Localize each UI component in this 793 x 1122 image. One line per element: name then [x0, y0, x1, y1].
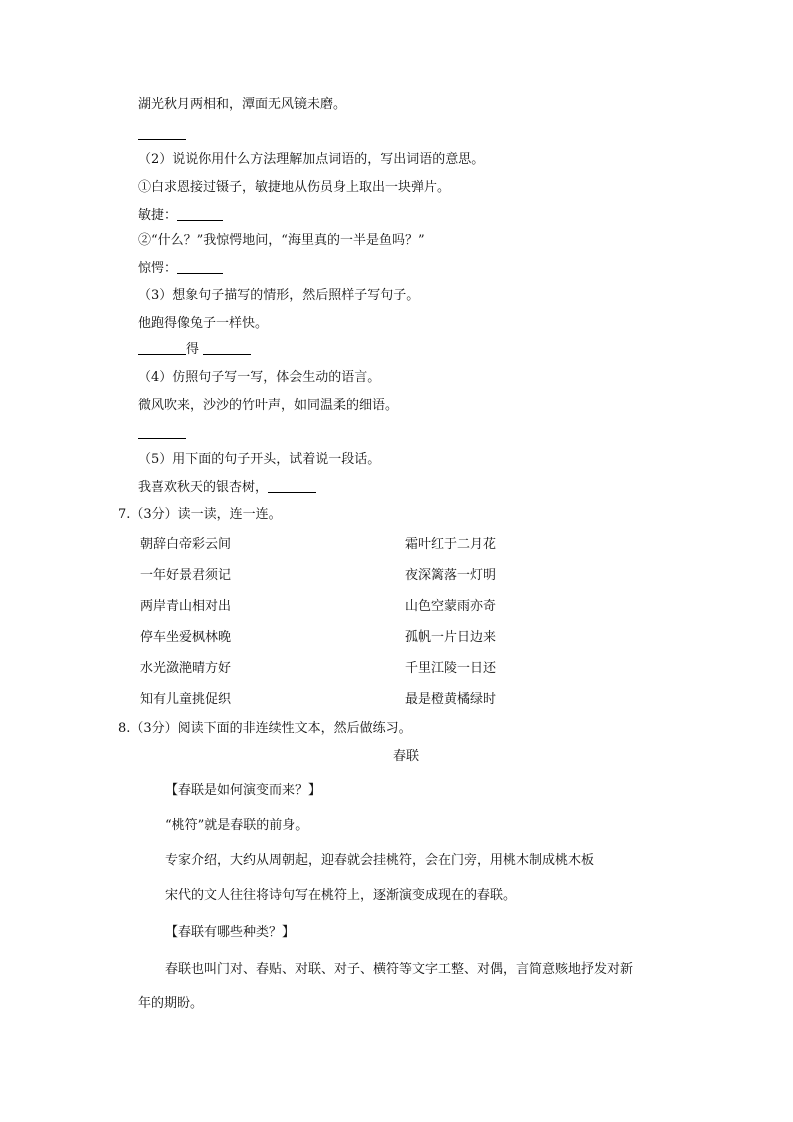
q8-heading-2: 【春联有哪些种类？】: [165, 925, 296, 940]
q7-left-4[interactable]: 停车坐爱枫林晚: [140, 630, 232, 645]
part3-answer-row: [138, 342, 251, 358]
part5-prompt: （5）用下面的句子开头，试着说一段话。: [138, 452, 381, 467]
q7-right-6[interactable]: 最是橙黄橘绿时: [405, 692, 497, 707]
part2-word-1-row: [138, 208, 223, 224]
part3-example: 他跑得像兔子一样快。: [138, 316, 269, 331]
q7-right-5[interactable]: 千里江陵一日还: [405, 661, 497, 676]
part2-word-2-blank[interactable]: [177, 261, 223, 274]
q7-right-2[interactable]: 夜深篱落一灯明: [405, 568, 497, 583]
part3-blank-left[interactable]: [138, 342, 186, 355]
part2-word-1-label: 敏捷：: [138, 208, 178, 223]
q7-left-3[interactable]: 两岸青山相对出: [140, 599, 232, 614]
q7-left-2[interactable]: 一年好景君须记: [140, 568, 232, 583]
q8-para-4a: 春联也叫门对、春贴、对联、对子、横符等文字工整、对偶，言简意赅地抒发对新: [165, 962, 634, 977]
answer-blank-1[interactable]: [138, 139, 186, 140]
q7-left-1[interactable]: 朝辞白帝彩云间: [140, 537, 232, 552]
part2-sentence-1: ①白求恩接过镊子，敏捷地从伤员身上取出一块弹片。: [138, 180, 451, 195]
q8-heading-1: 【春联是如何演变而来？】: [165, 783, 322, 798]
q7-right-1[interactable]: 霜叶红于二月花: [405, 537, 497, 552]
q7-right-4[interactable]: 孤帆一片日边来: [405, 630, 497, 645]
q8-para-3: 宋代的文人往往将诗句写在桃符上，逐渐演变成现在的春联。: [165, 888, 517, 903]
q8-para-2: 专家介绍，大约从周朝起，迎春就会挂桃符，会在门旁，用桃木制成桃木板: [165, 853, 595, 868]
part5-blank[interactable]: [268, 480, 316, 493]
part5-answer-row: [138, 480, 316, 496]
q7-right-3[interactable]: 山色空蒙雨亦奇: [405, 599, 497, 614]
q7-left-5[interactable]: 水光潋滟晴方好: [140, 661, 232, 676]
q8-title: 8.（3分）阅读下面的非连续性文本，然后做练习。: [118, 721, 412, 736]
q8-center-title: 春联: [393, 749, 420, 764]
part4-prompt: （4）仿照句子写一写，体会生动的语言。: [138, 370, 381, 385]
q8-para-1: “桃符”就是春联的前身。: [165, 818, 309, 833]
part5-start: 我喜欢秋天的银杏树，: [138, 480, 269, 495]
part3-de: 得: [186, 342, 200, 357]
q7-left-6[interactable]: 知有儿童挑促织: [140, 692, 232, 707]
part2-word-1-blank[interactable]: [177, 208, 223, 221]
part2-word-2-label: 惊愕：: [138, 261, 178, 276]
part2-prompt: （2）说说你用什么方法理解加点词语的，写出词语的意思。: [138, 152, 485, 167]
part2-word-2-row: [138, 261, 223, 277]
part4-example: 微风吹来，沙沙的竹叶声，如同温柔的细语。: [138, 398, 399, 413]
q8-para-4b: 年的期盼。: [138, 996, 204, 1011]
q7-title: 7.（3分）读一读，连一连。: [118, 507, 282, 522]
part2-sentence-2: ②“什么？”我惊愕地问，“海里真的一半是鱼吗？”: [138, 233, 425, 248]
poem-line: 湖光秋月两相和，潭面无风镜未磨。: [138, 97, 347, 112]
part3-prompt: （3）想象句子描写的情形，然后照样子写句子。: [138, 288, 420, 303]
answer-blank-part4[interactable]: [138, 438, 186, 439]
part3-blank-right[interactable]: [203, 342, 251, 355]
